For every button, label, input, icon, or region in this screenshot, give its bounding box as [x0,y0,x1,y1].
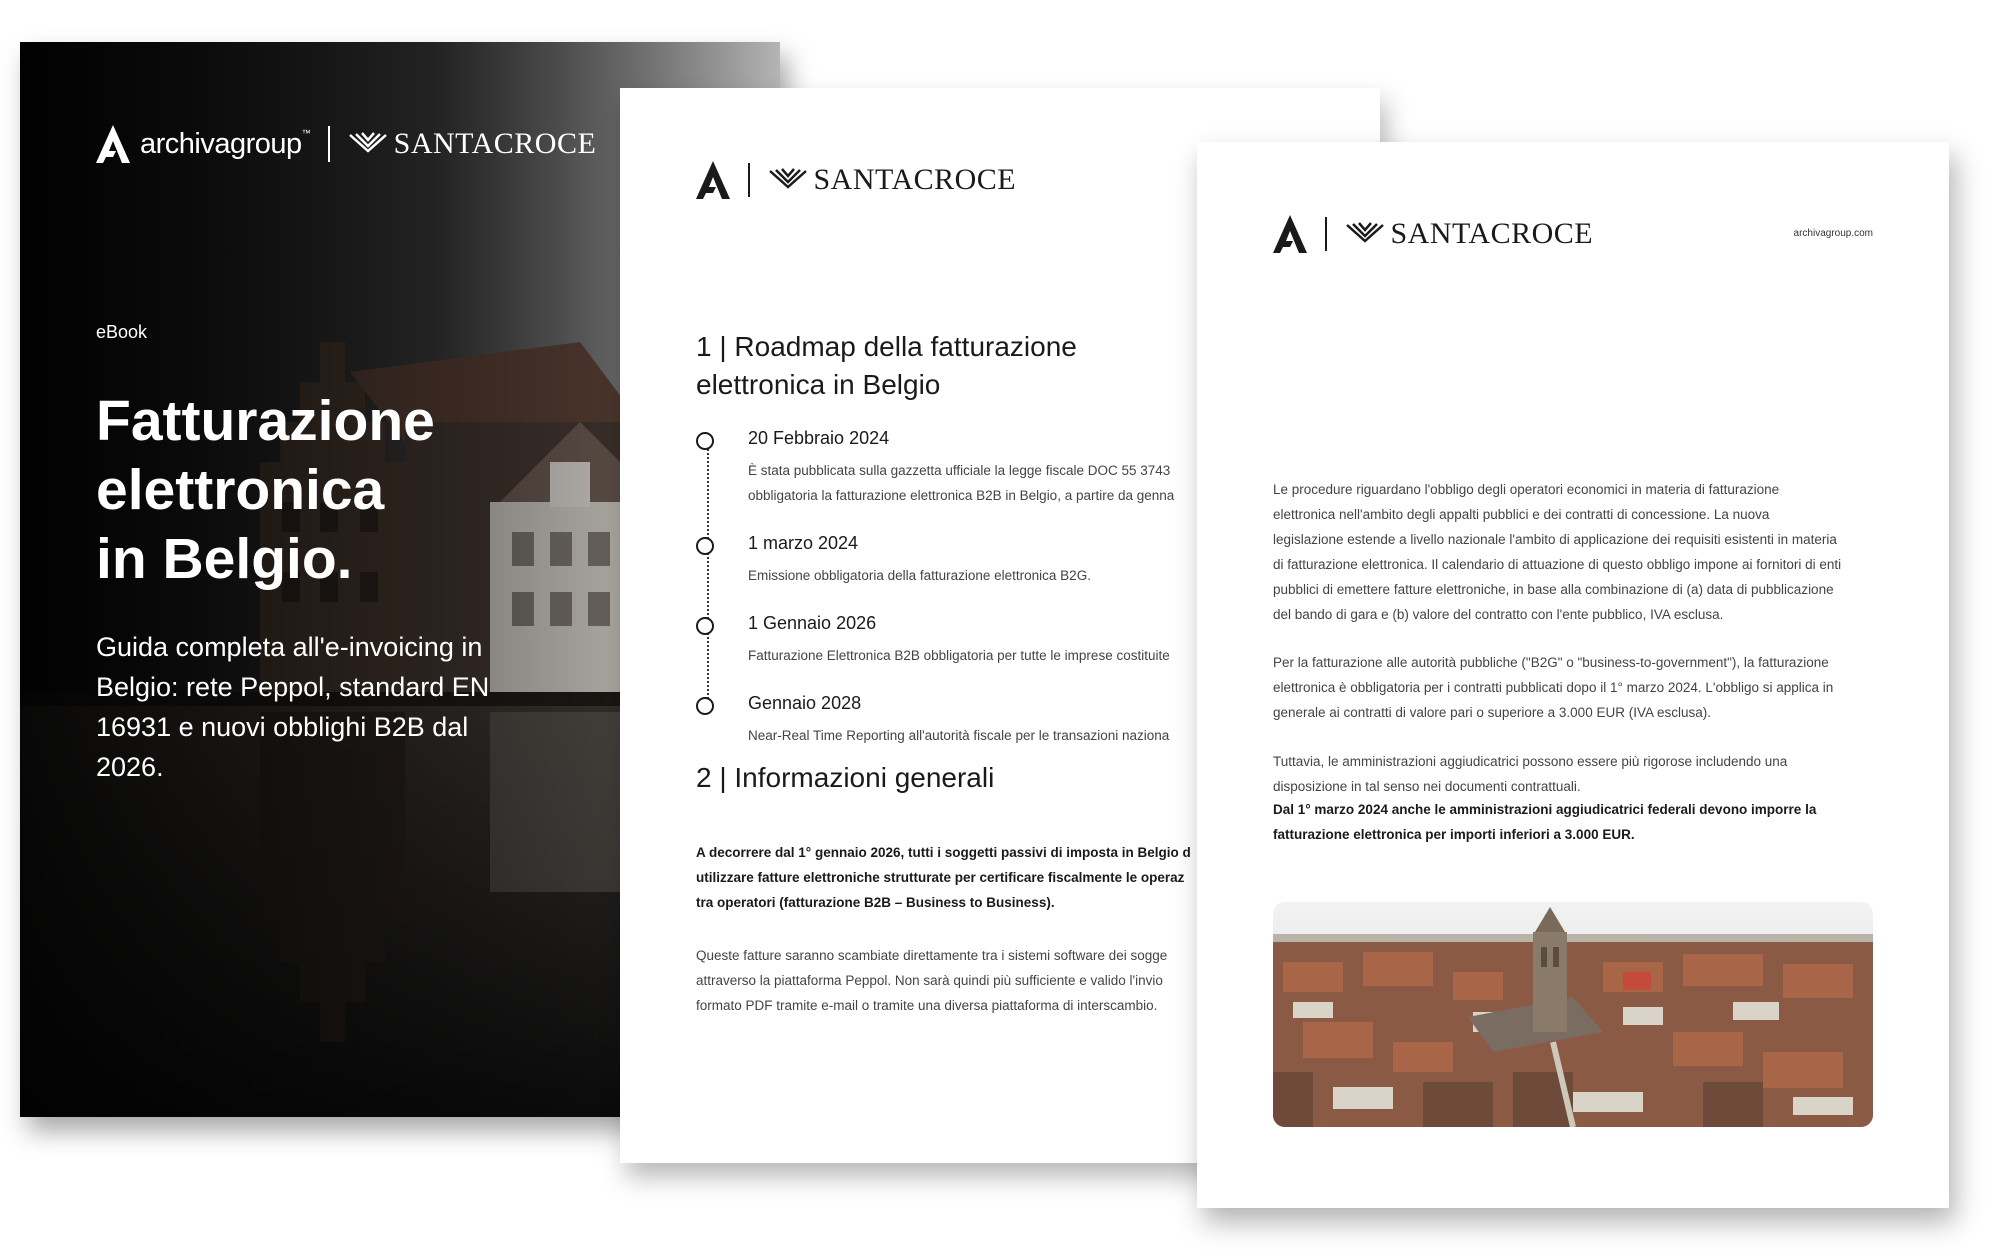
cover-kicker: eBook [96,322,148,342]
section2-paragraph: Queste fatture saranno scambiate direttamente tra i sistemi software dei sogge attraverso la piattaforma Peppol. Non sarà quindi più sufficiente e valido l'invio formato PDF tramite e-mail o tramite una diversa piattaforma di interscambio. [696,948,1168,1013]
page3-paragraph-1: Le procedure riguardano l'obbligo degli operatori economici in materia di fatturazione elettronica nell'ambito degli appalti pubblici e dei contratti di concessione. La nuova legislazione estende a livello nazionale l'ambito di applicazione dei requisiti esistenti in materia di fatturazione elettronica. Il calendario di attuazione di questo obbligo impone ai fornitori di enti pubblici di emettere fatture elettroniche, in base alla combinazione di (a) data di pubblicazione del bando di gara e (b) valore del contratto con l'ente pubblico, IVA esclusa. [1273,482,1842,622]
cover-subtitle: Guida completa all'e-invoicing in Belgio: rete Peppol, standard EN 16931 e nuovi obblighi B2B dal 2026. [96,632,490,782]
page3-paragraph-3: Tuttavia, le amministrazioni aggiudicatrici possono essere più rigorose includendo una disposizione in tal senso nei documenti contrattuali. [1273,754,1788,794]
archivagroup-wordmark: archivagroup™ [140,127,311,160]
cover-logo-row [96,114,596,174]
santacroce-wings-icon [1345,217,1385,251]
logo-separator [328,126,330,162]
timeline-dot [696,697,714,715]
page3-paragraph-2: Per la fatturazione alle autorità pubbliche ("B2G" o "business-to-government"), la fatturazione elettronica è obbligatoria per i contratti pubblicati dopo il 1° marzo 2024. L'obbligo si applica in generale ai contratti di valore pari o superiore a 3.000 EUR (IVA esclusa). [1273,655,1834,720]
timeline-text: Fatturazione Elettronica B2B obbligatoria per tutte le imprese costituite [748,648,1170,663]
section1-title: 1 | Roadmap della fatturazione elettronica in Belgio [696,331,1077,400]
b2g-info-page [1197,142,1949,1208]
page2-logo-row [696,160,1016,200]
timeline-dot [696,432,714,450]
timeline-text: Near-Real Time Reporting all'autorità fiscale per le transazioni naziona [748,728,1170,743]
page3-bold-paragraph: Dal 1° marzo 2024 anche le amministrazioni aggiudicatrici federali devono imporre la fatturazione elettronica per importi inferiori a 3.000 EUR. [1273,802,1817,842]
santacroce-logo: SANTACROCE [768,163,1017,197]
timeline-date: 20 Febbraio 2024 [748,428,890,448]
section2-bold-paragraph: A decorrere dal 1° gennaio 2026, tutti i soggetti passivi di imposta in Belgio d utilizzare fatture elettroniche strutturate per certificare fiscalmente le operaz tra operatori (fatturazione B2B – Business to Business). [696,845,1191,910]
archiva-a-logo-icon [1273,215,1307,253]
cover-title: Fatturazione elettronica in Belgio. [96,389,435,591]
archiva-a-logo-icon [96,125,130,163]
logo-separator [748,163,750,197]
logo-separator [1325,217,1327,251]
timeline-text: Emissione obbligatoria della fatturazione elettronica B2G. [748,568,1091,583]
section2-title: 2 | Informazioni generali [696,762,995,793]
santacroce-logo: SANTACROCE [348,127,597,161]
santacroce-wings-icon [348,127,388,161]
timeline-dot [696,617,714,635]
timeline-date: 1 Gennaio 2026 [748,613,877,633]
page3-logo-row [1273,214,1593,254]
timeline-date: 1 marzo 2024 [748,533,859,553]
archiva-a-logo-icon [696,161,730,199]
timeline-connector [707,446,709,706]
santacroce-logo: SANTACROCE [1345,217,1594,251]
santacroce-wings-icon [768,163,808,197]
city-illustration [1273,902,1873,1127]
timeline-text: È stata pubblicata sulla gazzetta ufficiale la legge fiscale DOC 55 3743 obbligatoria la fatturazione elettronica B2B in Belgio, a partire da genna [748,463,1175,503]
timeline-date: Gennaio 2028 [748,693,862,713]
website-url: archivagroup.com [1793,228,1873,239]
bruges-aerial-photo [1273,902,1873,1127]
timeline-dot [696,537,714,555]
